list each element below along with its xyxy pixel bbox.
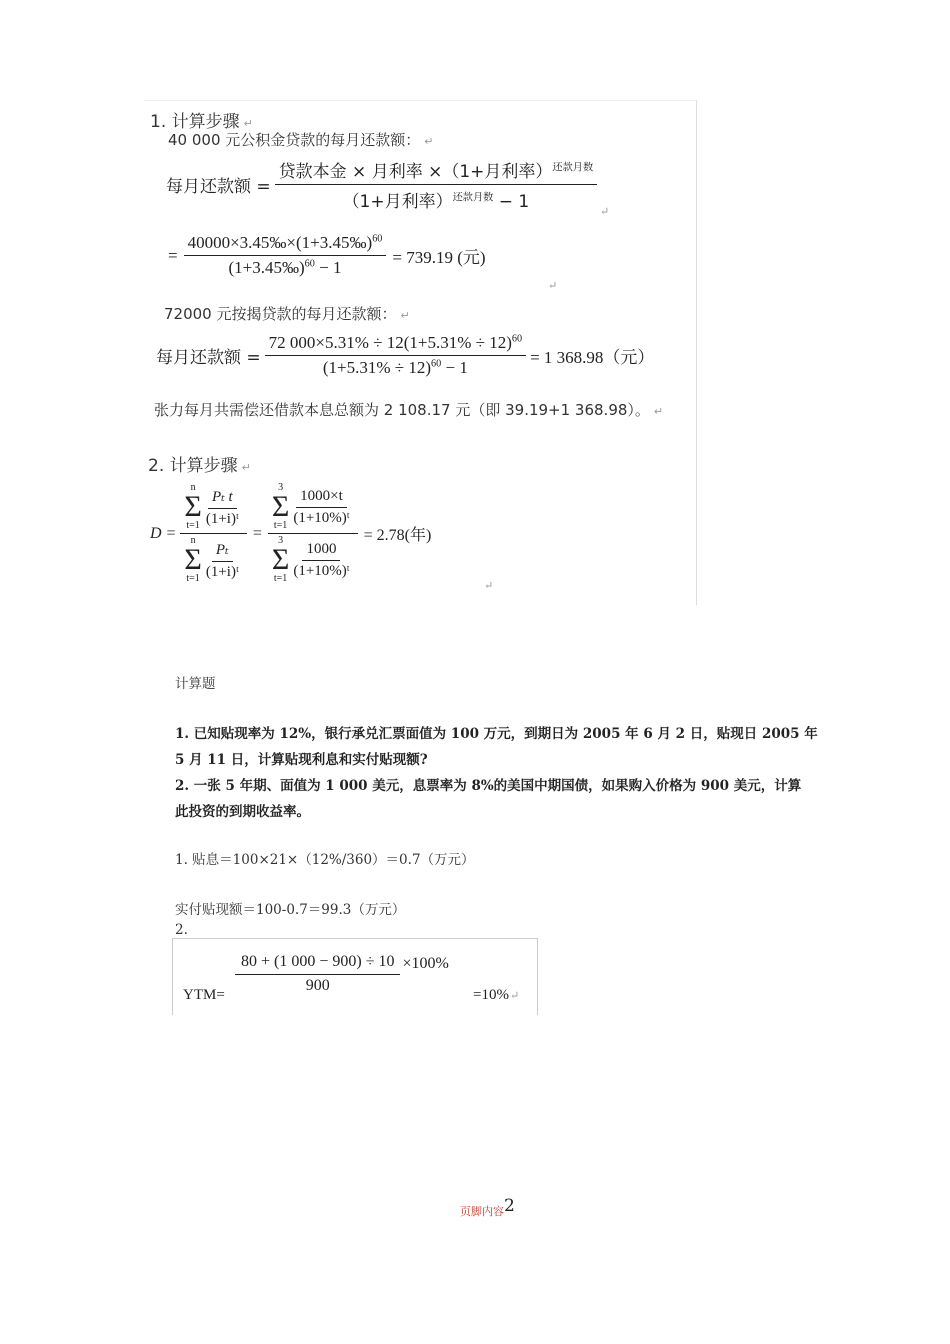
step1-heading: 1. 计算步骤 ↵ bbox=[150, 112, 253, 132]
ytm-label: YTM= bbox=[183, 987, 225, 1003]
loan-line-1: 40 000 元公积金贷款的每月还款额： ↵ bbox=[168, 131, 434, 149]
footer-text: 页脚内容 bbox=[460, 1205, 504, 1218]
question-1-line-1: 1. 已知贴现率为 12%，银行承兑汇票面值为 100 万元，到期日为 2005 年 6 月 2 日，贴现日 2005 年 bbox=[175, 726, 818, 742]
total-repayment-line: 张力每月共需偿还借款本息总额为 2 108.17 元（即 39.19+1 368.98）。 ↵ bbox=[154, 401, 664, 419]
return-mark: ↵ bbox=[548, 279, 558, 292]
return-mark: ↵ bbox=[484, 579, 494, 592]
return-mark: ↵ bbox=[600, 205, 610, 218]
answer-2-label: 2. bbox=[175, 922, 188, 938]
formula-mortgage: 每月还款额 = $\frac{72 000\times 5.31\% \div 12(1+5.31\% \div 12)^{60}}{(1+5.31\% \div 12)^{60} - 1}$ = 1 368.98（元） bbox=[156, 333, 655, 377]
formula-image-ytm bbox=[172, 938, 538, 1015]
loan-line-2: 72000 元按揭贷款的每月还款额： ↵ bbox=[164, 305, 410, 323]
answer-1-line-2: 实付贴现额＝100-0.7＝99.3（万元） bbox=[175, 902, 406, 918]
question-2-line-2: 此投资的到期收益率。 bbox=[175, 804, 310, 820]
formula-image-1 bbox=[144, 100, 697, 605]
ytm-result: =10%↵ bbox=[473, 987, 520, 1003]
question-1-line-2: 5 月 11 日，计算贴现利息和实付贴现额? bbox=[175, 752, 428, 768]
formula-provident-fund: = $\frac{40000\times 3.45‰\times(1+3.45‰)^{60}}{(1+3.45‰)^{60} - 1}$ = 739.19 (元) bbox=[168, 233, 486, 277]
formula-monthly-payment: 每月还款额 = $\frac{贷款本金 \times 月利率 \times(1+月利率)^{还款月数}}{(1+月利率)^{还款月数} - 1}$ bbox=[166, 157, 597, 212]
answer-1-line-1: 1. 贴息＝100×21×（12%/360）＝0.7（万元） bbox=[175, 852, 475, 868]
page-footer bbox=[460, 1196, 515, 1220]
ytm-fraction: $\frac{80 + (1 000 - 900) \div 10}{900}$ ×100% bbox=[235, 953, 449, 995]
section-title: 计算题 bbox=[175, 676, 216, 692]
step2-heading: 2. 计算步骤 ↵ bbox=[148, 456, 251, 476]
page-number: 2 bbox=[504, 1196, 515, 1216]
formula-duration: D = n Σ t=1 $\frac{\text{Pₜ t}}{\text{(1+i)ᵗ}}$ n Σ t=1 $\frac{\text{Pₜ}}{\text{(1+i)ᵗ}}$ = 3 Σ t=1 $\frac{1000\times t}{\text{(1+10\%)ᵗ}}$ 3 Σ t=1 $\frac{1000}{\text{(1+10\%)ᵗ}}$ = 2.78(年) bbox=[150, 482, 432, 584]
question-2-line-1: 2. 一张 5 年期、面值为 1 000 美元，息票率为 8%的美国中期国债，如果购入价格为 900 美元，计算 bbox=[175, 778, 802, 794]
